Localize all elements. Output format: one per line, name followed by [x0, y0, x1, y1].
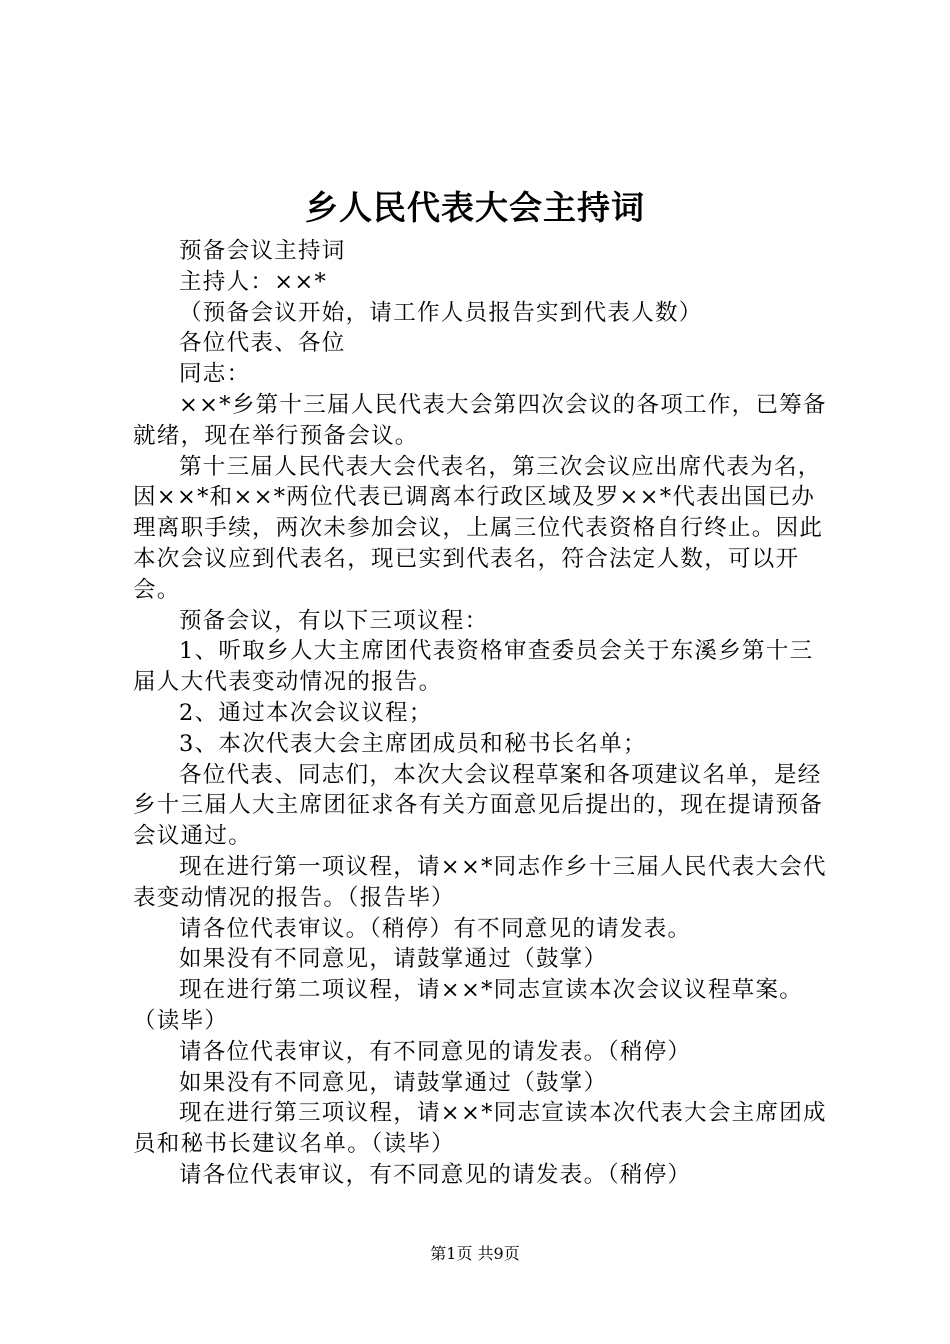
paragraph: 2、通过本次会议议程；	[179, 699, 433, 726]
paragraph: 同志：	[179, 361, 251, 388]
paragraph: 现在进行第一项议程，请××*同志作乡十三届人民代表大会代表变动情况的报告。（报告毕）	[133, 853, 827, 911]
paragraph: 主持人：××*	[179, 268, 328, 295]
paragraph: 3、本次代表大会主席团成员和秘书长名单；	[179, 730, 647, 757]
paragraph: 各位代表、同志们，本次大会议程草案和各项建议名单，是经乡十三届人大主席团征求各有关方面意见后提出的，现在提请预备会议通过。	[133, 761, 824, 850]
paragraph: 预备会议主持词	[179, 238, 346, 264]
paragraph: 各位代表、各位	[179, 330, 346, 357]
paragraph: 请各位代表审议。（稍停）有不同意见的请发表。	[179, 915, 692, 942]
paragraph: （预备会议开始，请工作人员报告实到代表人数）	[179, 299, 703, 326]
paragraph: 1、听取乡人大主席团代表资格审查委员会关于东溪乡第十三届人大代表变动情况的报告。	[133, 638, 814, 696]
paragraph: 如果没有不同意见，请鼓掌通过（鼓掌）	[179, 946, 608, 973]
paragraph: 请各位代表审议，有不同意见的请发表。（稍停）	[179, 1161, 692, 1188]
page-footer: 第1页 共9页	[430, 1244, 520, 1263]
paragraph: 现在进行第三项议程，请××*同志宣读本次代表大会主席团成员和秘书长建议名单。（读毕）	[133, 1100, 827, 1158]
paragraph: 如果没有不同意见，请鼓掌通过（鼓掌）	[179, 1069, 608, 1096]
document-title: 乡人民代表大会主持词	[305, 188, 645, 227]
paragraph: 预备会议，有以下三项议程：	[179, 607, 489, 634]
paragraph: 请各位代表审议，有不同意见的请发表。（稍停）	[179, 1038, 692, 1065]
paragraph: 第十三届人民代表大会代表名，第三次会议应出席代表为名，因××*和××*两位代表已调离本行政区域及罗××*代表出国已办理离职手续，两次未参加会议，上属三位代表资格自行终止。因此本次会议应到代表名，现已实到代表名，符合法定人数，可以开会。	[133, 453, 824, 603]
paragraph: 现在进行第二项议程，请××*同志宣读本次会议议程草案。（读毕）	[133, 977, 804, 1034]
document-body	[133, 236, 833, 1191]
paragraph: ××*乡第十三届人民代表大会第四次会议的各项工作，已筹备就绪，现在举行预备会议。	[133, 391, 827, 449]
